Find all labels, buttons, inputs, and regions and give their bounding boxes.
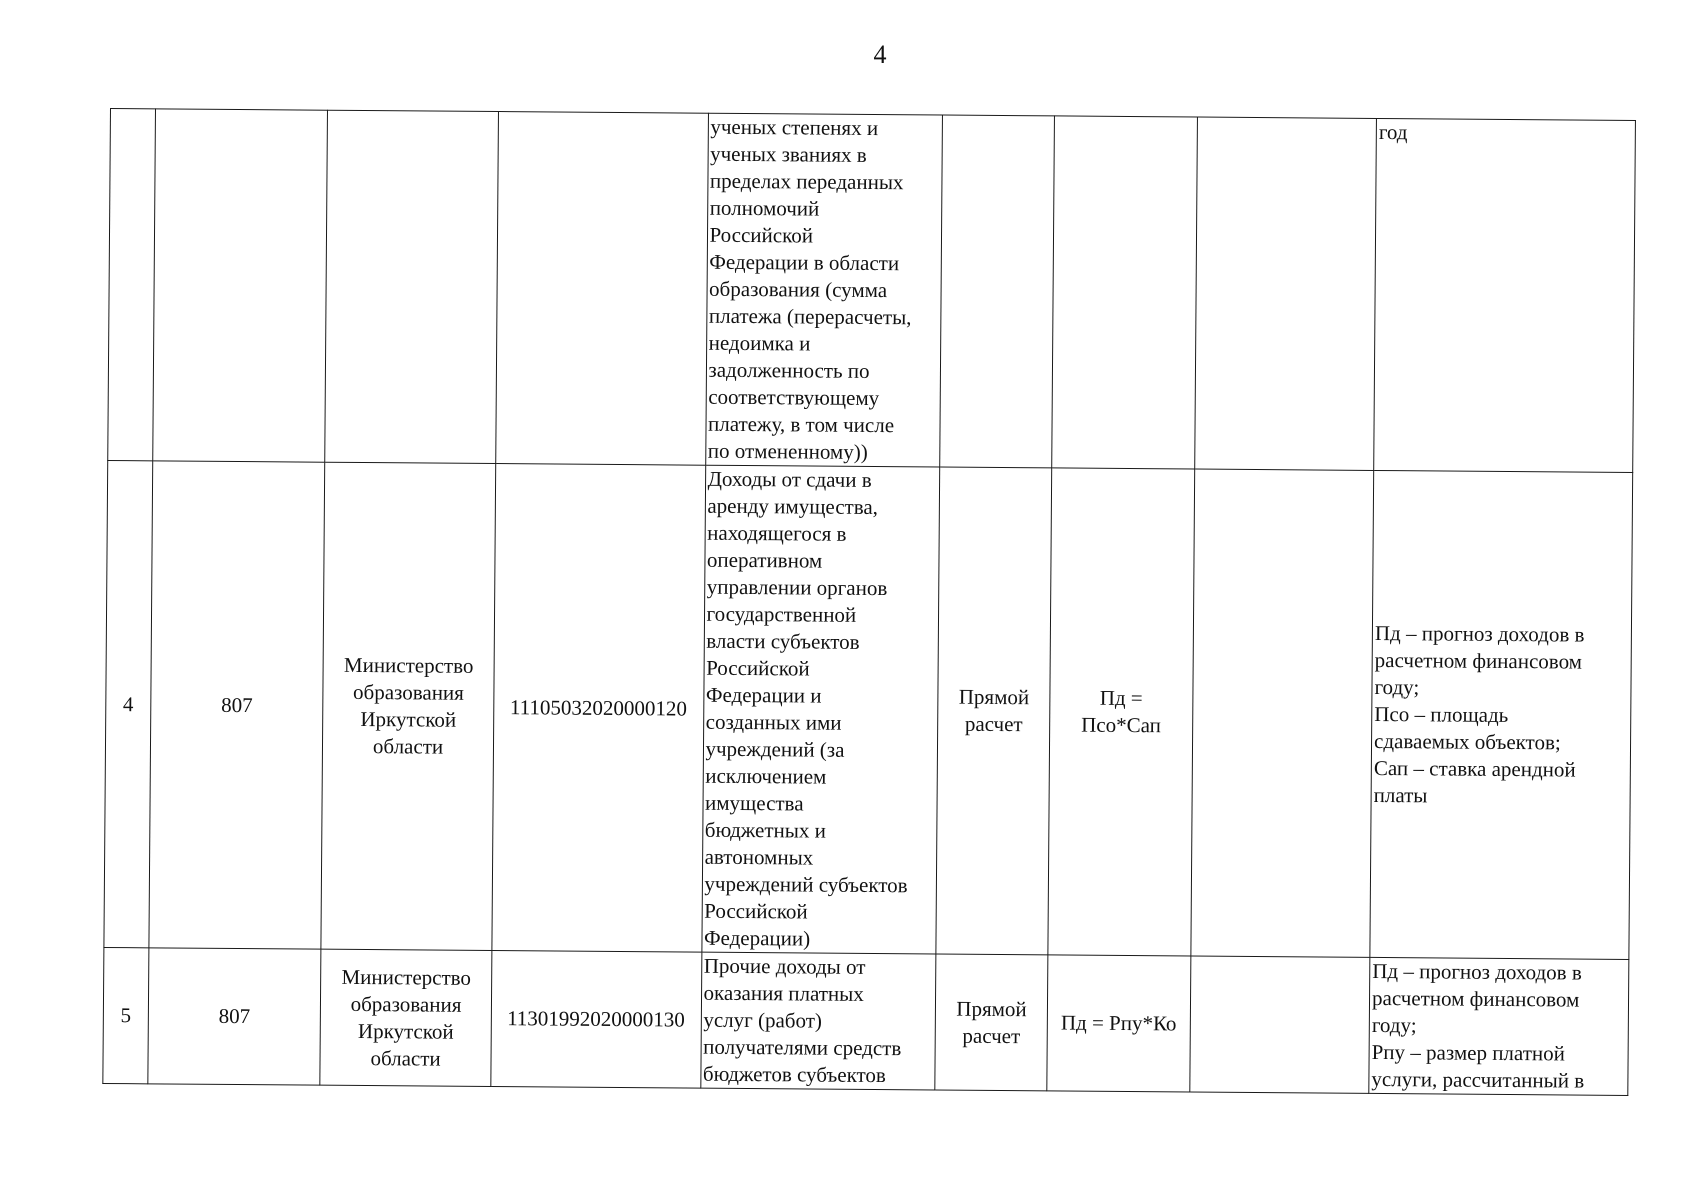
description-line: услуг (работ) (703, 1007, 823, 1033)
description-line: бюджетов субъектов (702, 1061, 887, 1088)
description-line: пределах переданных (709, 168, 904, 195)
formula-line: Пco*Сап (1081, 712, 1162, 738)
description-line: Федерации и (705, 682, 822, 708)
description-line: Доходы от сдачи в (707, 466, 872, 492)
description-line: получателями средств (703, 1034, 902, 1061)
cell-admin-name (325, 110, 498, 463)
notes-line: сдаваемых объектов; (1374, 728, 1561, 754)
description-line: власти субъектов (706, 628, 860, 654)
description-line: недоимка и (708, 330, 811, 356)
cell-method (940, 115, 1054, 468)
cell-extra (1191, 469, 1374, 957)
cell-method (935, 954, 1047, 1091)
cell-extra (1190, 956, 1370, 1093)
description-line: имущества (704, 790, 804, 816)
cell-admin-name (320, 949, 491, 1086)
admin-name-line: Министерство (341, 964, 472, 990)
revenue-forecast-table (102, 108, 1636, 1096)
description-line: государственной (706, 601, 857, 627)
cell-description (705, 113, 943, 467)
description-line: Российской (704, 898, 808, 924)
method-line: Прямой (956, 996, 1027, 1021)
description-line: аренду имущества, (707, 493, 879, 520)
description-line: соответствующему (708, 384, 880, 411)
description-line: по отмененному)) (707, 438, 868, 464)
cell-number: 4 (104, 460, 153, 947)
description-line: задолженность по (708, 357, 870, 383)
notes-line: Рпу – размер платной (1371, 1039, 1565, 1066)
cell-extra (1195, 117, 1377, 470)
cell-admin-code: 807 (148, 948, 322, 1085)
description-line: управлении органов (706, 574, 888, 601)
cell-description (700, 952, 936, 1090)
notes-line: Псо – площадь (1374, 701, 1509, 727)
notes-line: году; (1371, 1012, 1417, 1038)
admin-name-line: области (370, 1045, 441, 1071)
description-line: созданных ими (705, 709, 842, 735)
cell-formula (1047, 955, 1191, 1092)
admin-name-line: Иркутской (360, 706, 457, 732)
table-row (104, 460, 1633, 959)
notes-line: Сап – ставка арендной (1373, 755, 1576, 782)
formula-line: Пд = (1099, 685, 1143, 711)
admin-name-line: Министерство (343, 652, 474, 678)
cell-formula (1051, 116, 1197, 469)
description-line: исключением (705, 763, 827, 789)
cell-number (108, 109, 156, 461)
cell-notes (1369, 957, 1629, 1095)
cell-notes (1370, 470, 1633, 959)
description-line: учреждений (за (705, 736, 845, 762)
cell-number: 5 (103, 947, 149, 1083)
description-line: образования (сумма (709, 276, 888, 303)
notes-line: Пд – прогноз доходов в (1372, 958, 1582, 985)
cell-kbk (496, 112, 708, 466)
cell-notes (1374, 118, 1636, 472)
description-line: платежу, в том числе (707, 411, 895, 438)
description-line: учреждений субъектов (704, 871, 908, 898)
description-line: автономных (704, 844, 814, 870)
description-line: ученых степенях и (710, 114, 879, 141)
description-line: Прочие доходы от (703, 953, 866, 979)
notes-line: платы (1373, 782, 1428, 807)
cell-kbk: 11301992020000130 (491, 951, 702, 1089)
cell-kbk: 11105032020000120 (492, 464, 706, 953)
method-line: расчет (962, 1023, 1021, 1048)
admin-name-line: области (372, 734, 444, 759)
table-row (108, 109, 1636, 473)
cell-admin-code: 807 (149, 461, 325, 949)
method-line: Прямой (958, 684, 1030, 710)
description-line: Федерации в области (709, 249, 900, 276)
notes-line: Пд – прогноз доходов в (1374, 620, 1585, 647)
method-line: расчет (964, 711, 1023, 737)
description-line: оказания платных (703, 980, 864, 1006)
cell-description (701, 465, 940, 954)
admin-name-line: образования (353, 679, 464, 705)
cell-formula (1048, 468, 1195, 956)
page-number: 4 (873, 40, 887, 69)
notes-line: расчетном финансовом (1371, 985, 1580, 1012)
description-line: бюджетных и (704, 817, 827, 843)
description-line: полномочий (709, 195, 820, 221)
cell-admin-name (321, 462, 495, 950)
admin-name-line: образования (350, 991, 462, 1017)
description-line: Российской (709, 222, 814, 248)
cell-method (936, 467, 1051, 955)
notes-line: году; (1374, 674, 1420, 699)
description-line: платежа (перерасчеты, (708, 303, 912, 330)
notes-line: год (1378, 119, 1408, 145)
description-line: Федерации) (703, 925, 811, 951)
notes-line: расчетном финансовом (1374, 647, 1583, 674)
description-line: ученых званиях в (710, 141, 867, 167)
cell-admin-code (153, 109, 328, 462)
description-line: оперативном (706, 547, 823, 573)
table-row (103, 947, 1629, 1095)
description-line: Российской (706, 655, 810, 681)
description-line: находящегося в (707, 520, 847, 546)
notes-line: услуги, рассчитанный в (1371, 1066, 1585, 1093)
formula-line: Пд = Рпу*Ко (1060, 1010, 1177, 1036)
admin-name-line: Иркутской (357, 1018, 454, 1044)
